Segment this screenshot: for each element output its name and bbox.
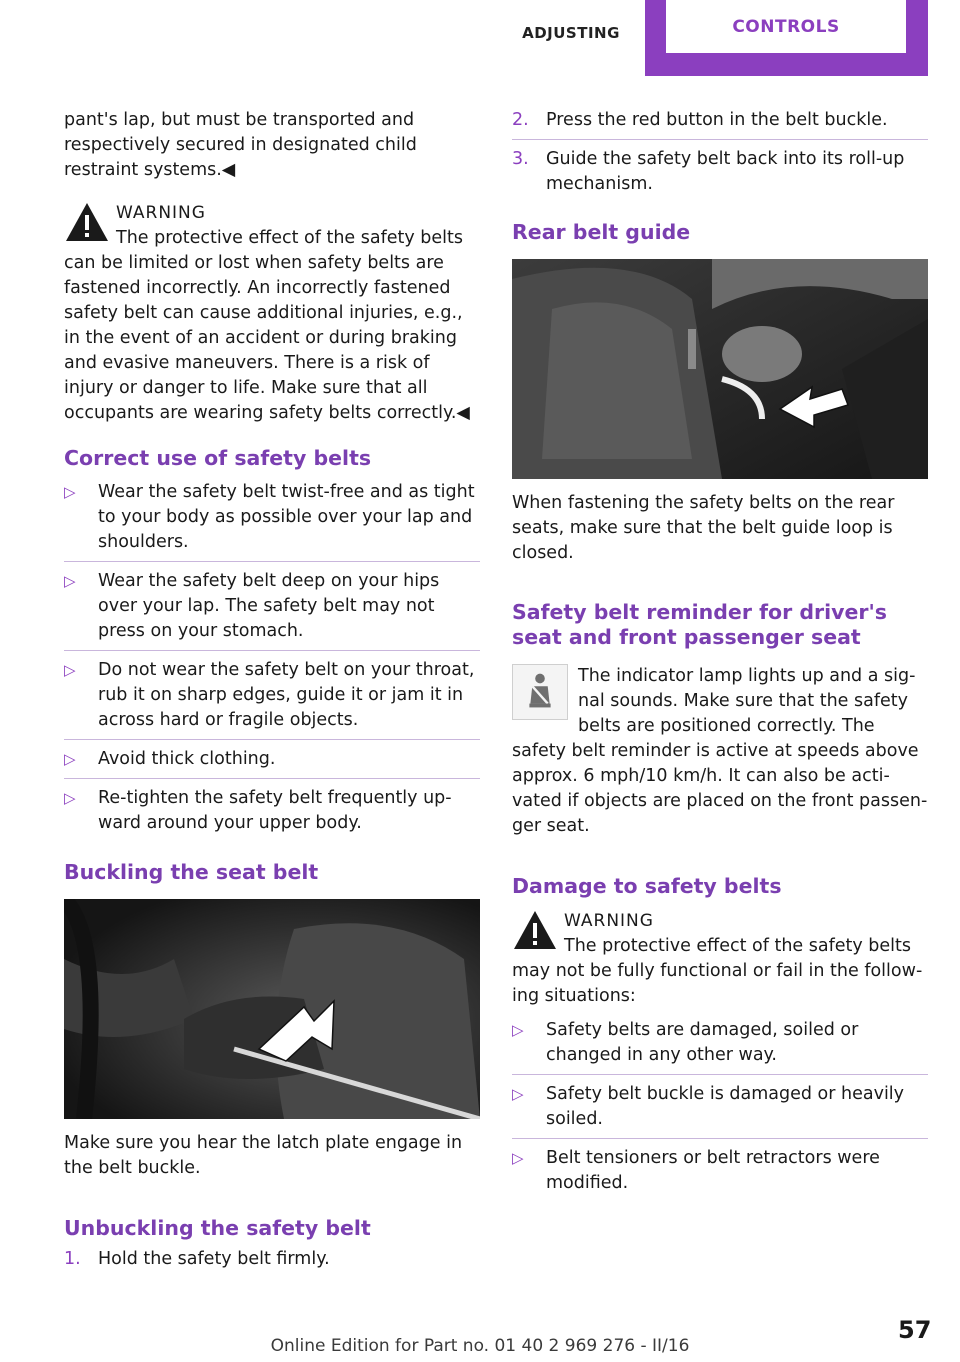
damage-warning-first: The protective effect of the safety belts [564,936,912,956]
reminder-block [512,664,928,839]
triangle-bullet-icon: ▷ [512,1085,524,1103]
page-number: 57 [898,1316,932,1344]
warning-text: can be limited or lost when safety belts are fastened incorrectly. An incorrectly fastened safety belt can cause additional injuries, e.g., in the event of an accident or during braking and evasive maneuvers. There is a risk of injury or danger to life. Make sure that all occupants are wearing safety belts correctly.◀ [64,253,470,423]
triangle-bullet-icon: ▷ [64,661,76,679]
damage-warning-block [512,909,928,1009]
triangle-bullet-icon: ▷ [512,1149,524,1167]
divider [512,1074,928,1075]
heading-correct-use: Correct use of safety belts [64,446,372,470]
list-item: ▷ Avoid thick clothing. [64,747,480,772]
list-item: ▷ Re-tighten the safety belt frequently upward around your upper body. [64,788,452,833]
divider [64,778,480,779]
unbuckling-steps [64,1247,480,1272]
list-item: ▷ Wear the safety belt twist-free and as tight to your body as possible over your lap and shoulders. [64,482,475,552]
unbuckling-steps-continued [512,108,928,197]
list-item: 2. Press the red button in the belt buckle. [512,108,928,133]
left-column [64,108,480,1272]
triangle-bullet-icon: ▷ [64,572,76,590]
damage-list [512,1018,928,1196]
step-number: 2. [512,110,529,130]
list-item: ▷ Wear the safety belt deep on your hips over your lap. The safety belt may not press on your stomach. [64,571,440,641]
list-item: ▷ Do not wear the safety belt on your throat, rub it on sharp edges, guide it or jam it in across hard or fragile objects. [64,660,475,730]
chapter-tab-label: CONTROLS [732,16,840,37]
warning-title: WARNING [564,911,654,931]
intro-paragraph: pant's lap, but must be transported and respectively secured in designated child restraint systems.◀ [64,110,417,180]
divider [512,139,928,140]
heading-damage: Damage to safety belts [512,874,782,898]
damage-warning-text: may not be fully functional or fail in the following situations: [512,961,923,1006]
step-number: 1. [64,1249,81,1269]
buckling-photo [64,899,480,1119]
list-item: 1. Hold the safety belt firmly. [64,1247,480,1272]
triangle-bullet-icon: ▷ [64,789,76,807]
warning-icon [64,201,110,243]
edition-footer: Online Edition for Part no. 01 40 2 969 276 - II/16 [270,1336,690,1356]
list-item: 3. Guide the safety belt back into its roll-up mechanism. [512,149,905,194]
correct-use-list [64,480,480,836]
heading-rear-guide: Rear belt guide [512,220,691,244]
warning-icon [512,909,558,951]
divider [512,1138,928,1139]
triangle-bullet-icon: ▷ [512,1021,524,1039]
divider [64,739,480,740]
rear-guide-caption: When fastening the safety belts on the rear seats, make sure that the belt guide loop is closed. [512,493,895,563]
heading-unbuckling: Unbuckling the safety belt [64,1216,371,1240]
divider [64,561,480,562]
seatbelt-indicator-icon [512,664,568,720]
right-column [512,108,928,1196]
rear-guide-photo [512,259,928,479]
chapter-tab-inner [666,0,906,53]
triangle-bullet-icon: ▷ [64,483,76,501]
warning-text-first: The protective effect of the safety belts [116,228,464,248]
buckling-caption: Make sure you hear the latch plate engage in the belt buckle. [64,1133,463,1178]
triangle-bullet-icon: ▷ [64,750,76,768]
list-item: ▷ Safety belt buckle is damaged or heavily soiled. [512,1084,905,1129]
reminder-text-first: The indicator lamp lights up and a signal sounds. Make sure that the safety belts are positioned correctly. The [578,666,916,736]
warning-title: WARNING [116,203,206,223]
step-number: 3. [512,149,529,169]
section-label: ADJUSTING [522,24,620,42]
warning-block [64,201,480,426]
heading-reminder: Safety belt reminder for driver's seat and front passenger seat [512,600,887,649]
heading-buckling: Buckling the seat belt [64,860,319,884]
reminder-text: safety belt reminder is active at speeds above approx. 6 mph/10 km/h. It can also be activated if objects are placed on the front passenger seat. [512,741,928,836]
list-item: ▷ Safety belts are damaged, soiled or changed in any other way. [512,1020,859,1065]
list-item: ▷ Belt tensioners or belt retractors were modified. [512,1148,880,1193]
chapter-tab[interactable] [645,0,928,76]
divider [64,650,480,651]
